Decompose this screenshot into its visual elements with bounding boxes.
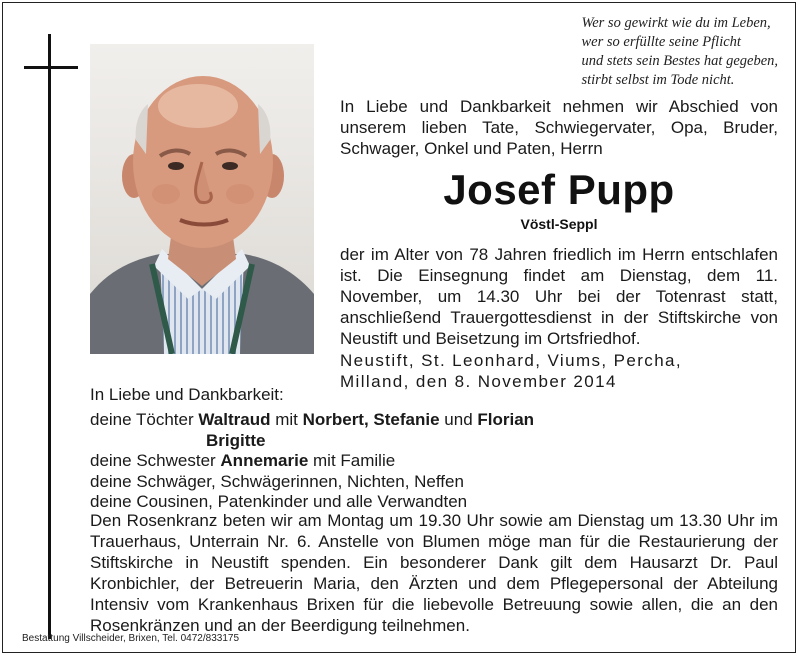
place-and-date [340, 350, 780, 392]
mourner-text: deine Töchter [90, 410, 199, 429]
sister-line [90, 451, 534, 472]
cross-horizontal-bar [24, 66, 78, 69]
inlaws-line: deine Schwäger, Schwägerinnen, Nichten, Neffen [90, 471, 464, 491]
mourner-name: Brigitte [206, 430, 266, 450]
deceased-nickname: Vöstl-Seppl [520, 216, 598, 232]
mourner-text: deine Schwester [90, 451, 221, 470]
mourner-name: Florian [477, 410, 535, 429]
daughters-line [90, 410, 534, 431]
mourner-text: und [439, 410, 478, 429]
mourners-list [90, 410, 534, 513]
mourner-text: mit Familie [308, 451, 396, 470]
motto-line: wer so erfüllte seine Pflicht [581, 34, 741, 50]
mourner-name: Annemarie [220, 451, 309, 470]
motto-line: und stets sein Bestes hat gegeben, [581, 53, 778, 69]
closing-paragraph: Den Rosenkranz beten wir am Montag um 19.30 Uhr sowie am Dienstag um 13.30 Uhr im Trauerhaus, Unterrain Nr. 6. Anstelle von Blumen möge man für die Restaurierung der Stiftskirche in Neustift spenden. Ein besonderer Dank gilt dem Hausarzt Dr. Paul Kronbichler, der Betreuerin Maria, den Ärzten und dem Pflegepersonal der Abteilung Intensiv vom Krankenhaus Brixen für die liebevolle Betreuung sowie allen, die an den Rosenkränzen und an der Beerdigung teilnehmen. [90, 511, 778, 635]
funeral-details: der im Alter von 78 Jahren friedlich im Herrn entschlafen ist. Die Einsegnung findet am Dienstag, dem 11. November, um 14.30 Uhr bei der Totenrast statt, anschließend Trauergottesdienst in der Stiftskirche von Neustift und Beisetzung im Ortsfriedhof. [340, 245, 778, 348]
funeral-home-footer: Bestattung Villscheider, Brixen, Tel. 0472/833175 [22, 633, 240, 644]
place-line: Neustift, St. Leonhard, Viums, Percha, [340, 351, 683, 370]
date-line: Milland, den 8. November 2014 [340, 372, 617, 391]
mourner-name: Waltraud [198, 410, 271, 429]
cousins-line: deine Cousinen, Patenkinder und alle Verwandten [90, 492, 468, 511]
mourner-name: Norbert, Stefanie [302, 410, 440, 429]
motto-line: Wer so gewirkt wie du im Leben, [581, 15, 771, 31]
daughter2-line [90, 431, 534, 452]
mourner-text: mit [270, 410, 303, 429]
motto-line: stirbt selbst im Tode nicht. [581, 72, 735, 88]
portrait-illustration [90, 44, 314, 354]
portrait-photo [90, 44, 314, 354]
intro-paragraph: In Liebe und Dankbarkeit nehmen wir Abschied von unserem lieben Tate, Schwiegervater, Opa, Bruder, Schwager, Onkel und Paten, Herrn [340, 97, 778, 158]
cross-vertical-bar [48, 34, 51, 639]
motto-verse [581, 14, 778, 90]
mourners-intro: In Liebe und Dankbarkeit: [90, 385, 284, 404]
deceased-name: Josef Pupp [443, 166, 675, 213]
